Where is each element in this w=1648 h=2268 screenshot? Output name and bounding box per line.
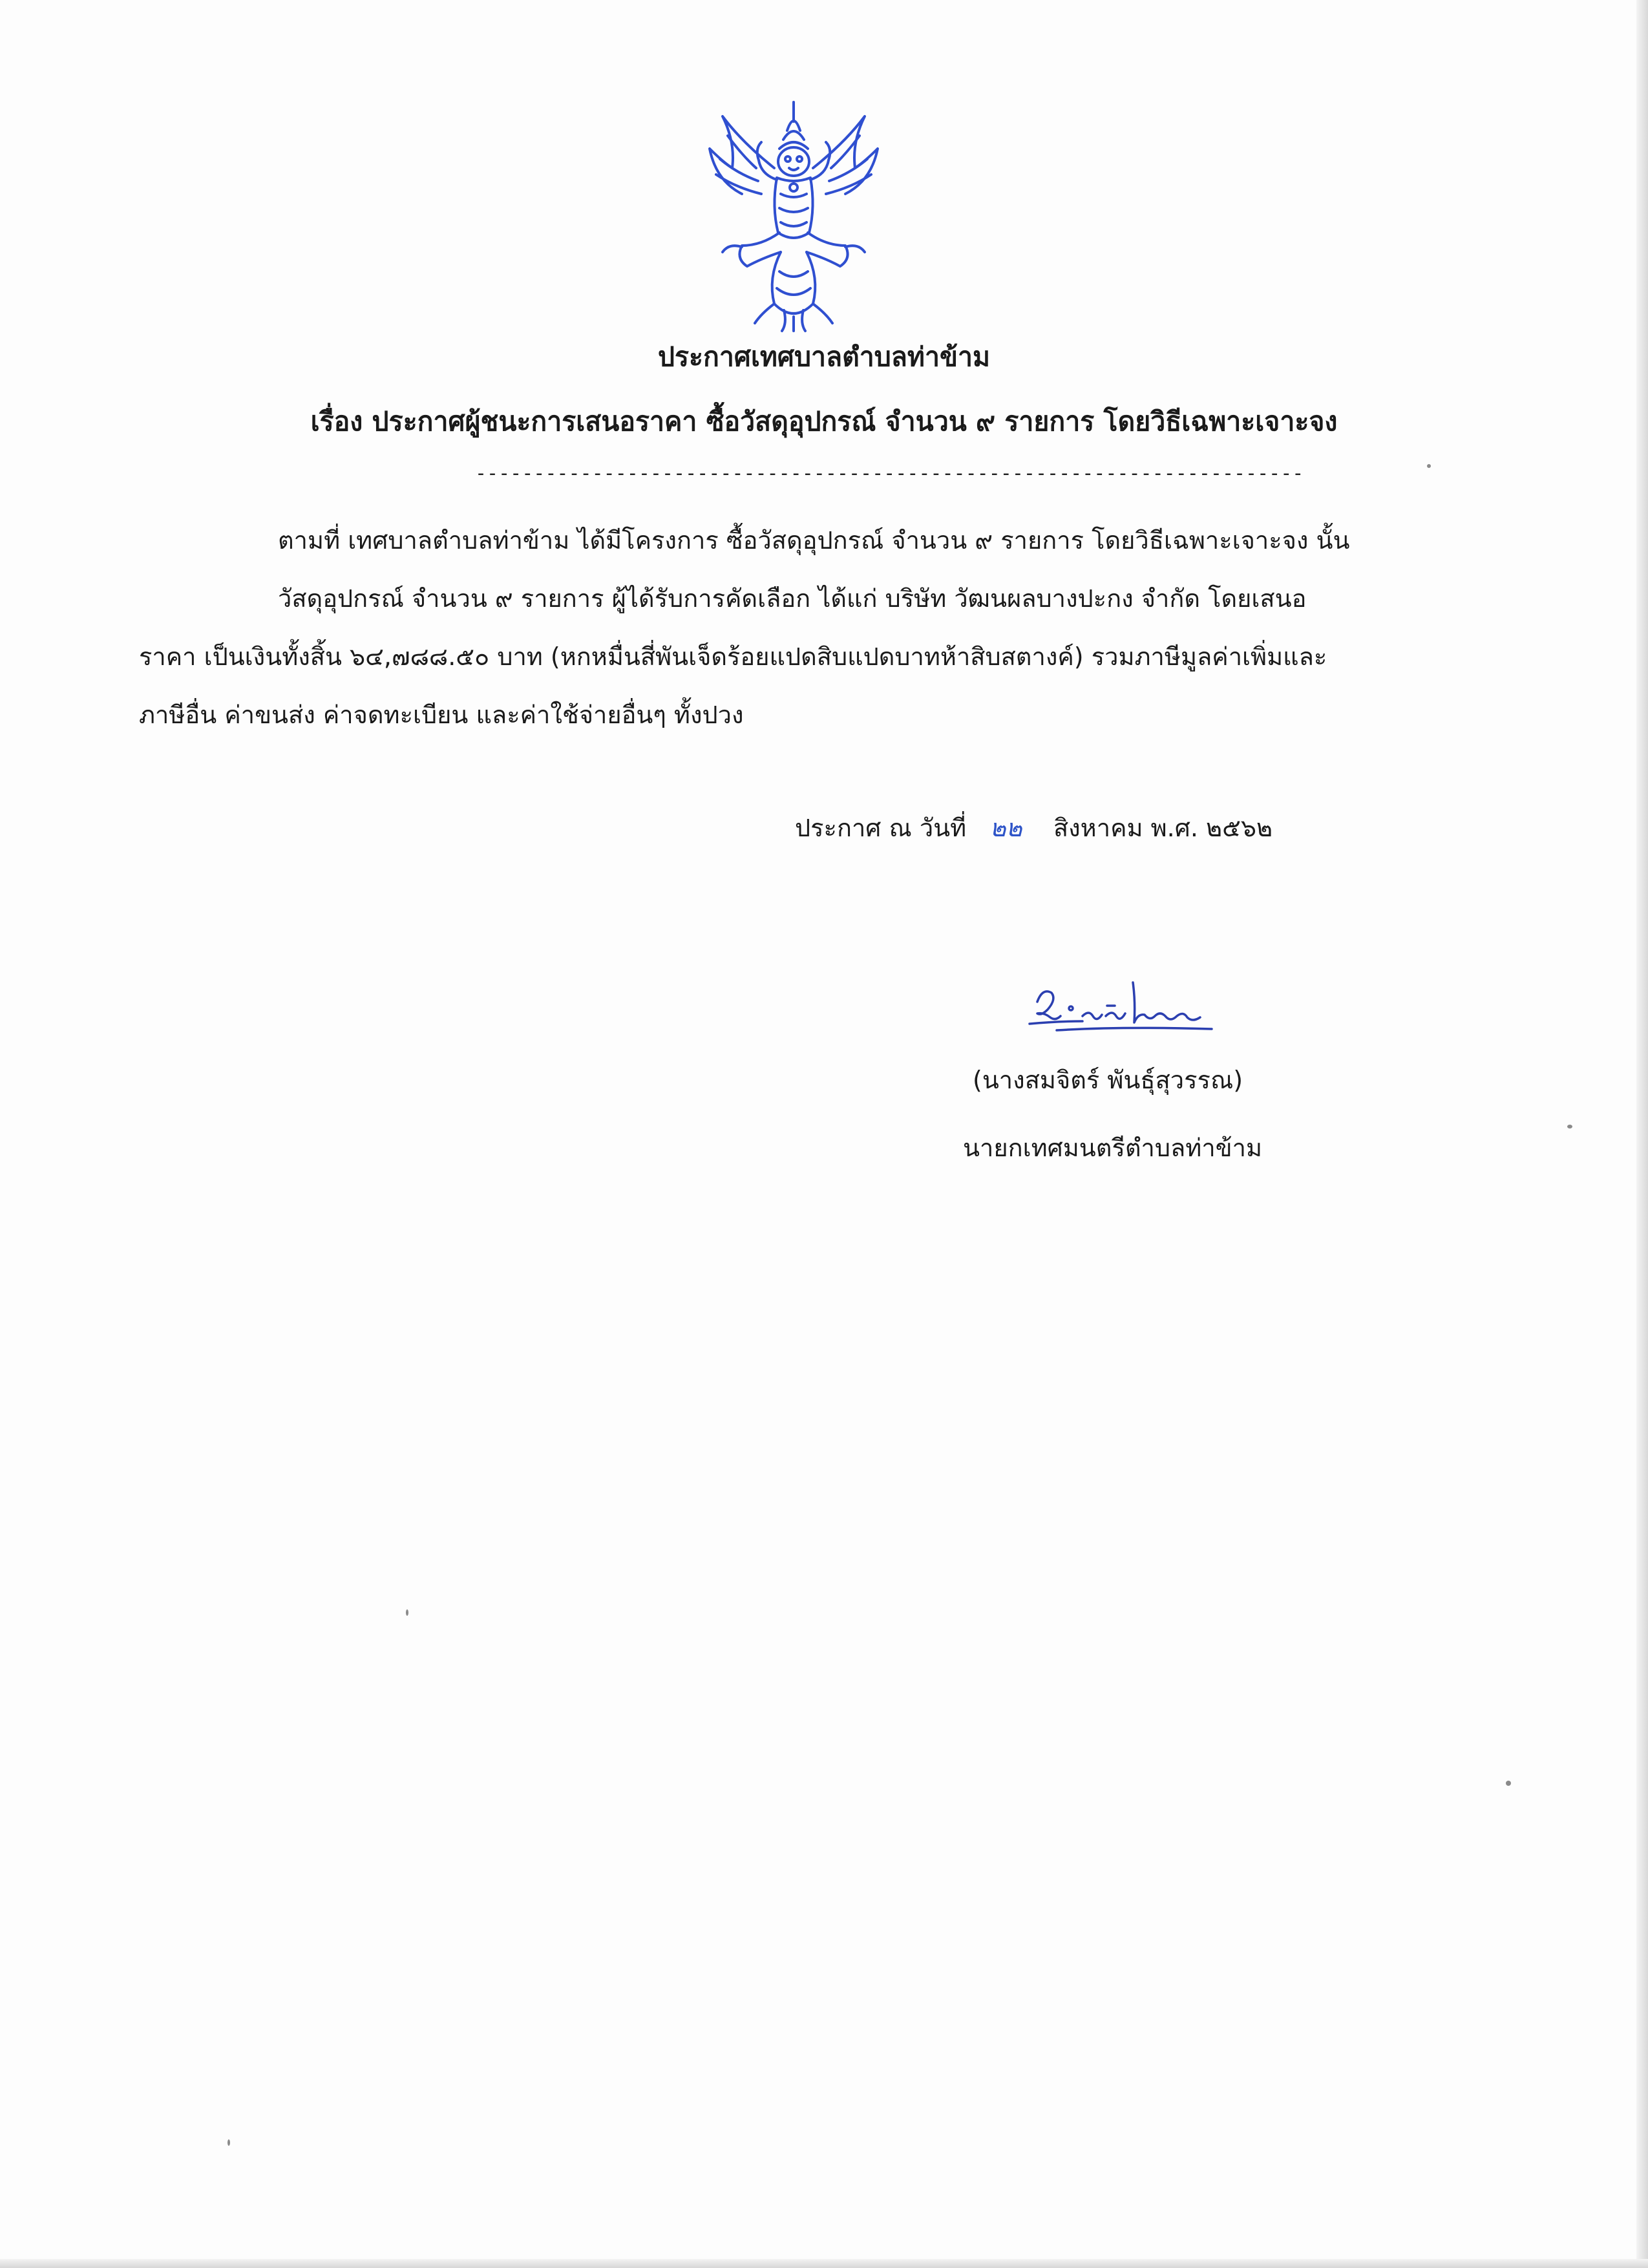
date-day-handwritten: ๒๒ bbox=[989, 814, 1022, 842]
date-month-year: สิงหาคม พ.ศ. ๒๕๖๒ bbox=[1053, 814, 1273, 842]
separator-line: ----------------------------------------------------------------------- bbox=[475, 462, 1304, 485]
garuda-emblem-icon bbox=[697, 97, 891, 336]
announcement-date bbox=[795, 808, 1273, 847]
scan-speck bbox=[1506, 1781, 1511, 1786]
body-line-3: ราคา เป็นเงินทั้งสิ้น ๖๔,๗๘๘.๕๐ บาท (หกหมื่นสี่พันเจ็ดร้อยแปดสิบแปดบาทห้าสิบสตางค์) รวมภาษีมูลค่าเพิ่มและ bbox=[139, 642, 1327, 671]
signer-position: นายกเทศมนตรีตำบลท่าข้าม bbox=[963, 1134, 1263, 1162]
scan-speck bbox=[1427, 464, 1431, 468]
scan-speck bbox=[1567, 1125, 1572, 1129]
body-line-2: วัสดุอุปกรณ์ จำนวน ๙ รายการ ผู้ได้รับการคัดเลือก ได้แก่ บริษัท วัฒนผลบางปะกง จำกัด โดยเสนอ bbox=[278, 584, 1307, 613]
scan-speck bbox=[227, 2139, 230, 2146]
date-prefix: ประกาศ ณ วันที่ bbox=[795, 814, 967, 842]
signer-name: (นางสมจิตร์ พันธุ์สุวรรณ) bbox=[973, 1066, 1243, 1094]
scan-edge-bottom bbox=[0, 2259, 1648, 2268]
body-line-4: ภาษีอื่น ค่าขนส่ง ค่าจดทะเบียน และค่าใช้จ่ายอื่นๆ ทั้งปวง bbox=[139, 701, 744, 729]
document-title: ประกาศเทศบาลตำบลท่าข้าม bbox=[657, 341, 991, 372]
signature-icon bbox=[1018, 976, 1225, 1047]
scan-speck bbox=[406, 1609, 408, 1616]
body-line-1: ตามที่ เทศบาลตำบลท่าข้าม ได้มีโครงการ ซื้อวัสดุอุปกรณ์ จำนวน ๙ รายการ โดยวิธีเฉพาะเจาะจง นั้น bbox=[278, 526, 1350, 555]
document-subject: เรื่อง ประกาศผู้ชนะการเสนอราคา ซื้อวัสดุอุปกรณ์ จำนวน ๙ รายการ โดยวิธีเฉพาะเจาะจง bbox=[310, 406, 1338, 437]
